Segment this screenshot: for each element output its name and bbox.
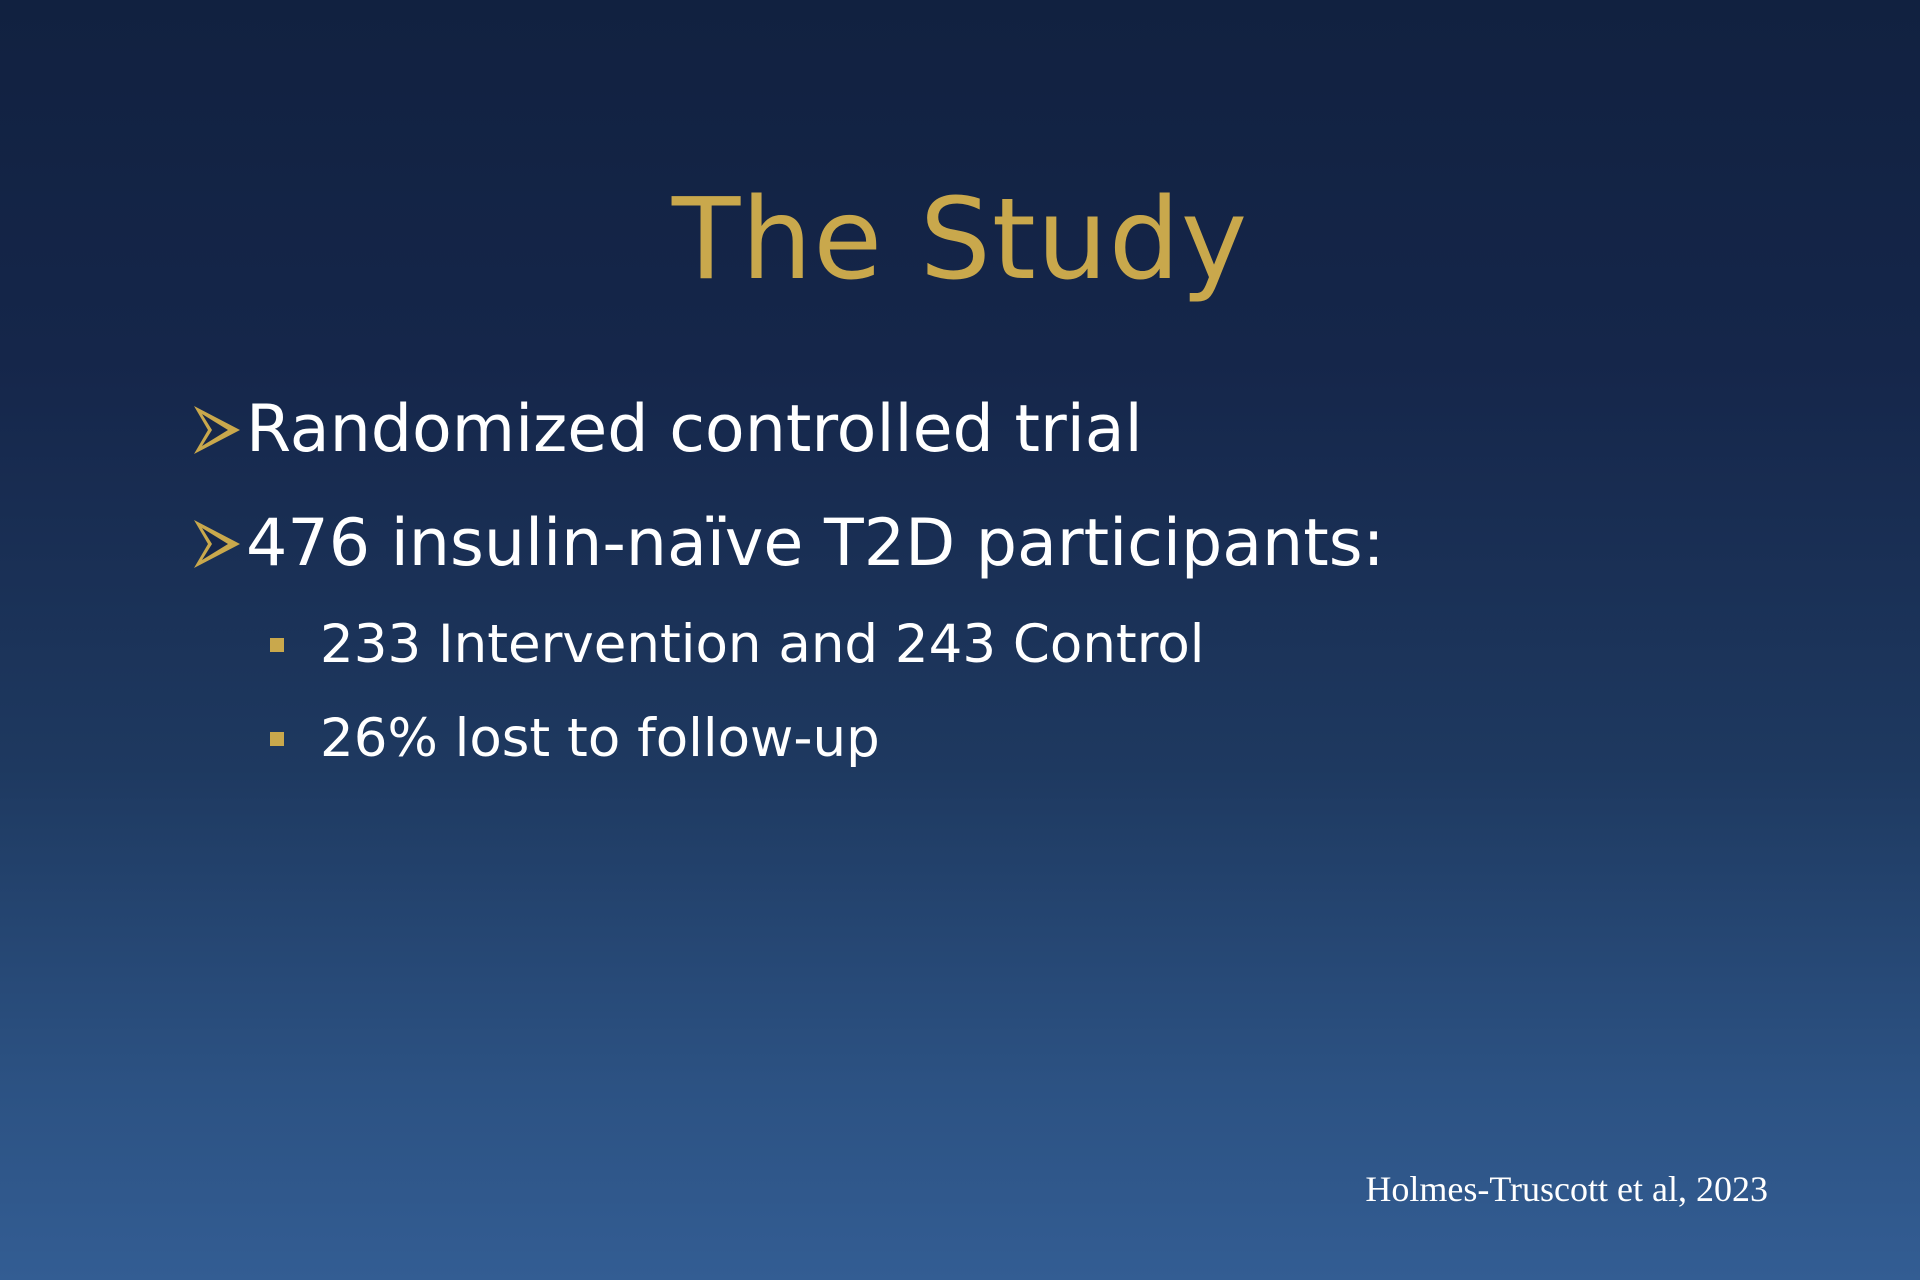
bullet-text: Randomized controlled trial	[246, 392, 1143, 467]
sub-bullet-item	[270, 610, 1205, 680]
bullet-item	[192, 390, 1143, 470]
arrow-bullet-icon	[192, 400, 244, 460]
square-bullet-icon	[270, 638, 284, 652]
sub-bullet-text: 26% lost to follow-up	[320, 708, 880, 769]
square-bullet-icon	[270, 732, 284, 746]
sub-bullet-item	[270, 704, 880, 774]
arrow-bullet-icon	[192, 514, 244, 574]
sub-bullet-text: 233 Intervention and 243 Control	[320, 614, 1205, 675]
bullet-text: 476 insulin-naïve T2D participants:	[246, 506, 1385, 581]
bullet-item	[192, 504, 1384, 584]
citation: Holmes-Truscott et al, 2023	[1365, 1169, 1768, 1209]
slide-title: The Study	[671, 175, 1249, 305]
